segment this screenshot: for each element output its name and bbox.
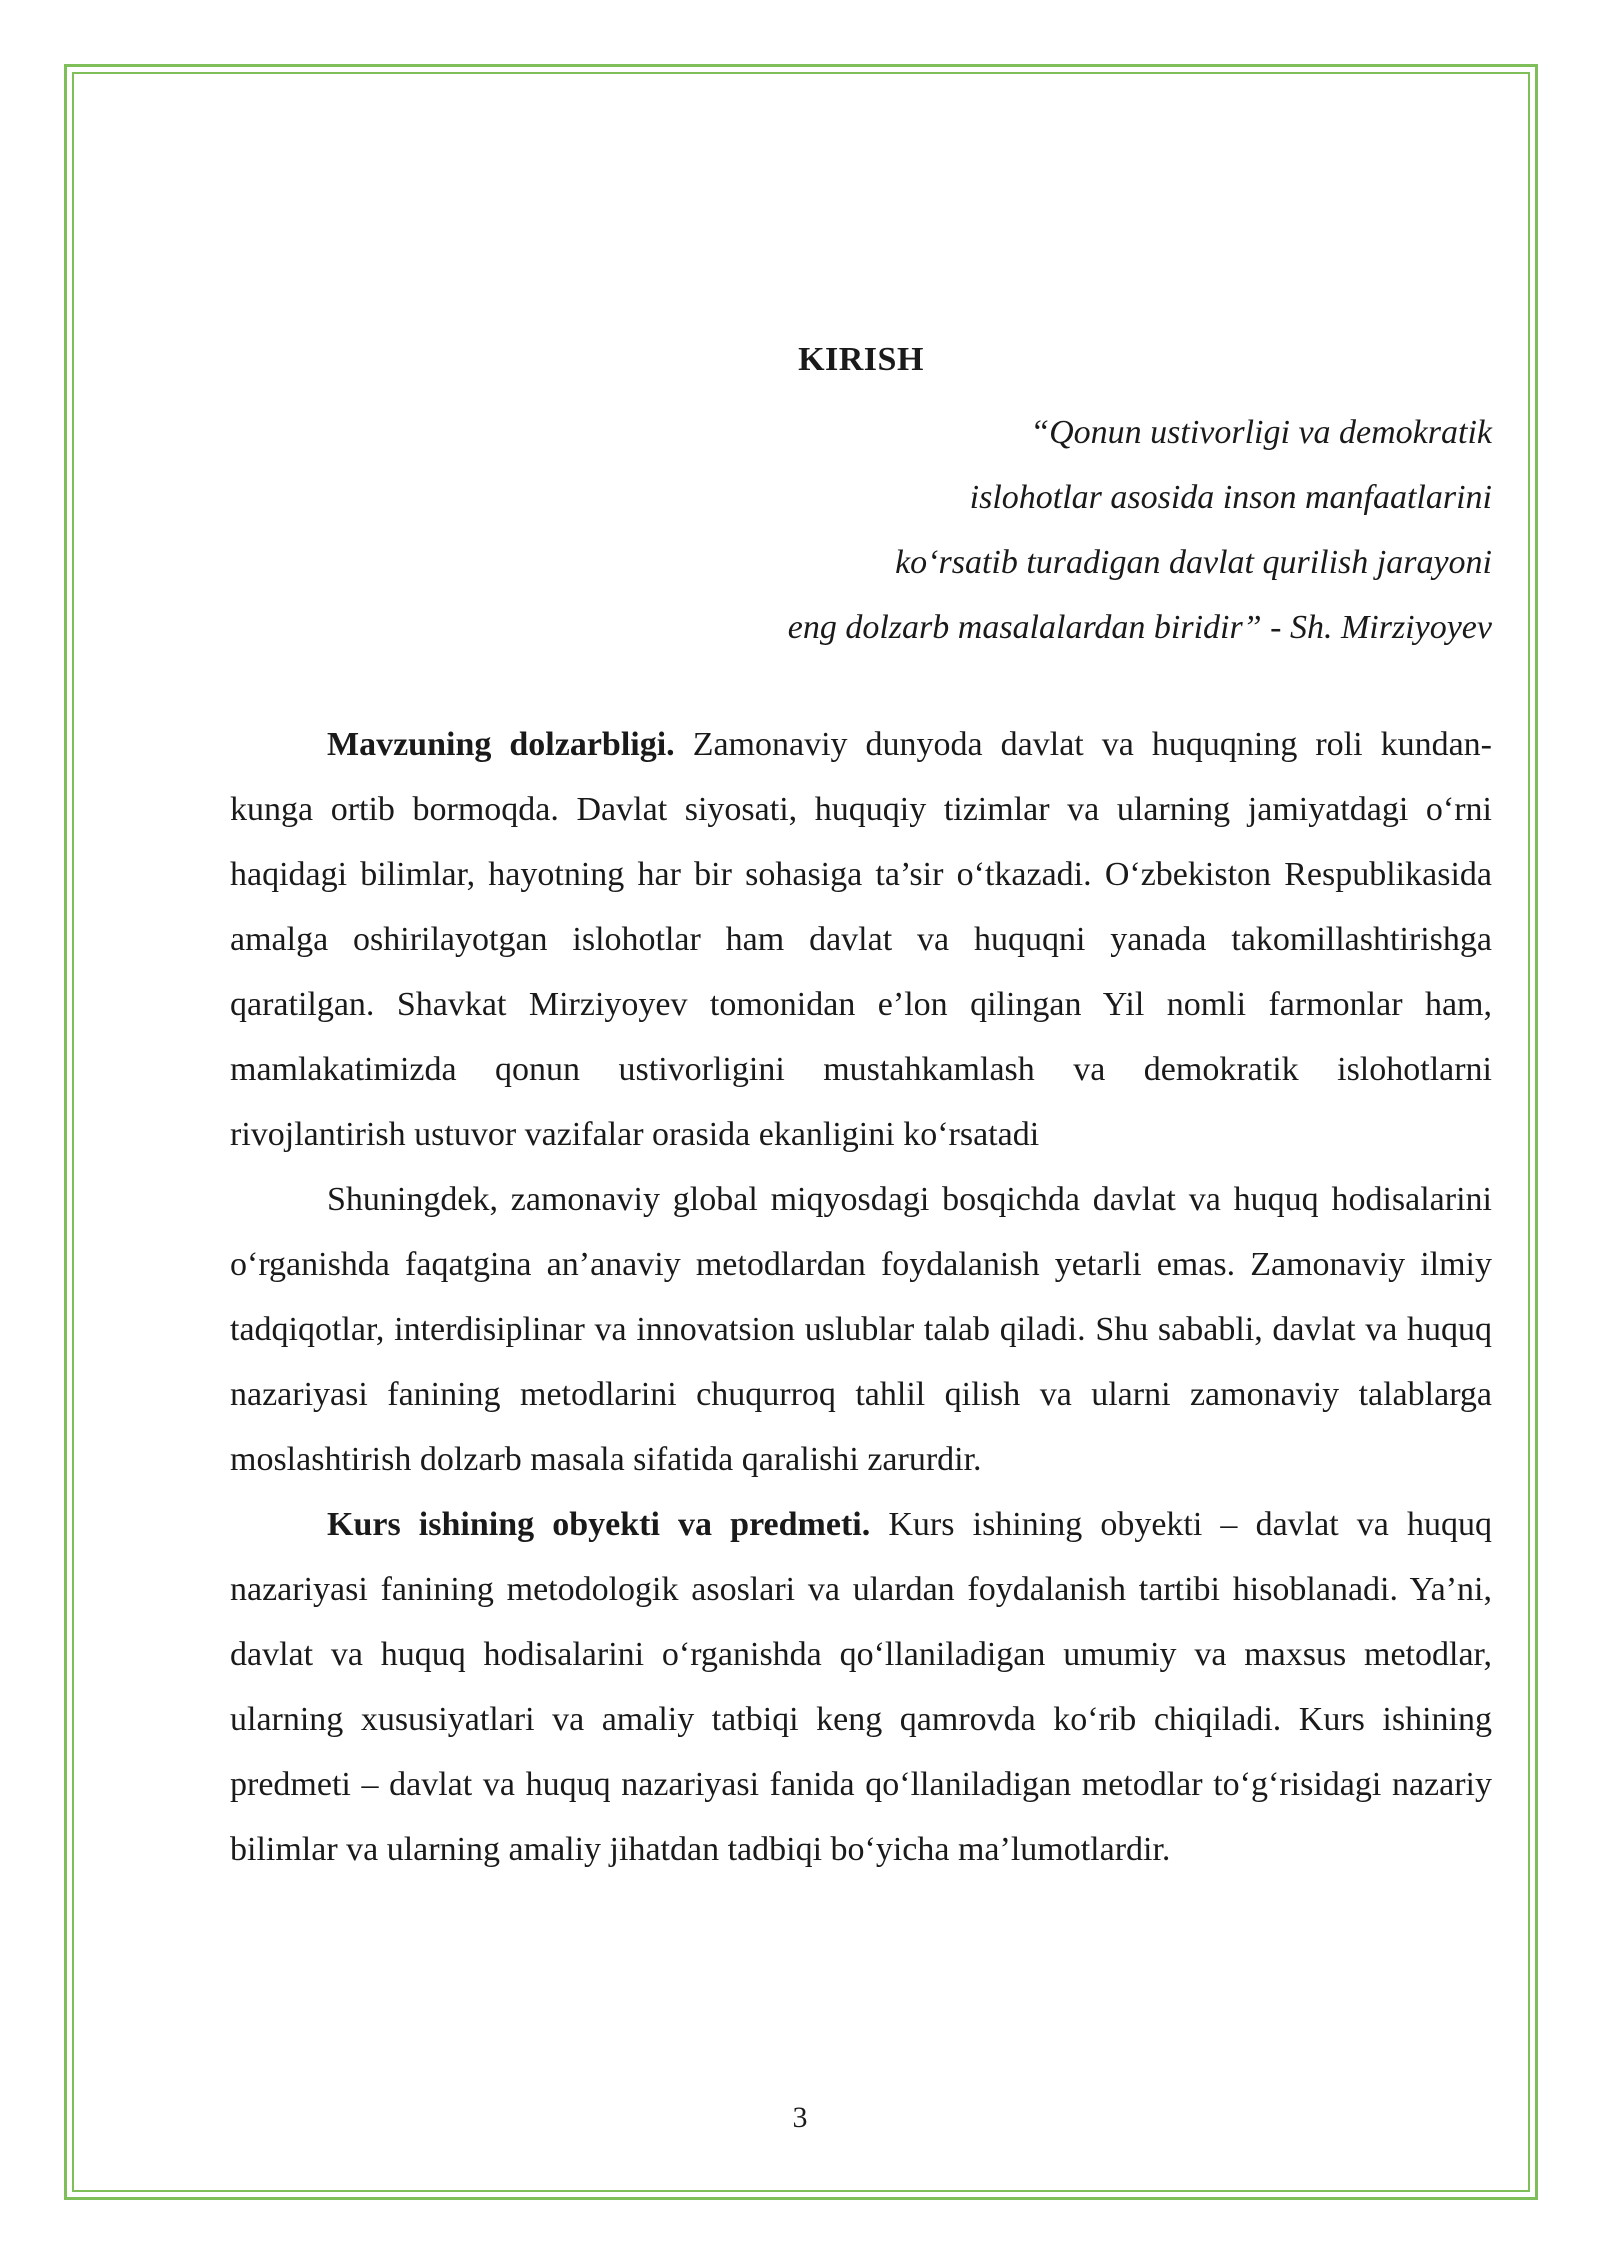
section-title: KIRISH	[798, 341, 924, 378]
epigraph-line: ko‘rsatib turadigan davlat qurilish jarayoni	[895, 544, 1492, 581]
spacer	[230, 660, 1492, 712]
paragraph-text: Kurs ishining obyekti – davlat va huquq nazariyasi fanining metodologik asoslari va ulardan foydalanish tartibi hisoblanadi. Ya’ni, davlat va huquq hodisalarini o‘rganishda qo‘llaniladigan umumiy va maxsus metodlar, ularning xususiyatlari va amaliy tatbiqi keng qamrovda ko‘rib chiqiladi. Kurs ishining predmeti – davlat va huquq nazariyasi fanida qo‘llaniladigan metodlar to‘g‘risidagi nazariy bilimlar va ularning amaliy jihatdan tadbiqi bo‘yicha ma’lumotlardir.	[230, 1506, 1492, 1868]
paragraph-heading: Mavzuning dolzarbligi.	[327, 726, 675, 763]
paragraph-global-context	[230, 1167, 1492, 1492]
epigraph-line: islohotlar asosida inson manfaatlarini	[969, 479, 1492, 516]
document-body	[230, 338, 1492, 1882]
epigraph-line: “Qonun ustivorligi va demokratik	[1030, 414, 1492, 451]
epigraph	[230, 400, 1492, 660]
paragraph-text: Zamonaviy dunyoda davlat va huquqning roli kundan-kunga ortib bormoqda. Davlat siyosati, huquqiy tizimlar va ularning jamiyatdagi o‘rni haqidagi bilimlar, hayotning har bir sohasiga ta’sir o‘tkazadi. O‘zbekiston Respublikasida amalga oshirilayotgan islohotlar ham davlat va huquqni yanada takomillashtirishga qaratilgan. Shavkat Mirziyoyev tomonidan e’lon qilingan Yil nomli farmonlar ham, mamlakatimizda qonun ustivorligini mustahkamlash va demokratik islohotlarni rivojlantirish ustuvor vazifalar orasida ekanligini ko‘rsatadi	[230, 726, 1492, 1153]
paragraph-text: Shuningdek, zamonaviy global miqyosdagi bosqichda davlat va huquq hodisalarini o‘rganishda faqatgina an’anaviy metodlardan foydalanish yetarli emas. Zamonaviy ilmiy tadqiqotlar, interdisiplinar va innovatsion uslublar talab qiladi. Shu sababli, davlat va huquq nazariyasi fanining metodlarini chuqurroq tahlil qilish va ularni zamonaviy talablarga moslashtirish dolzarb masala sifatida qaralishi zarurdir.	[230, 1181, 1492, 1478]
epigraph-line-last	[230, 595, 1492, 660]
page-number: 3	[792, 2101, 808, 2134]
paragraph-heading: Kurs ishining obyekti va predmeti.	[327, 1506, 871, 1543]
paragraph-relevance	[230, 712, 1492, 1167]
epigraph-text: eng dolzarb masalalardan biridir”	[787, 609, 1262, 646]
paragraph-object-subject	[230, 1492, 1492, 1882]
epigraph-author: - Sh. Mirziyoyev	[1261, 609, 1492, 646]
